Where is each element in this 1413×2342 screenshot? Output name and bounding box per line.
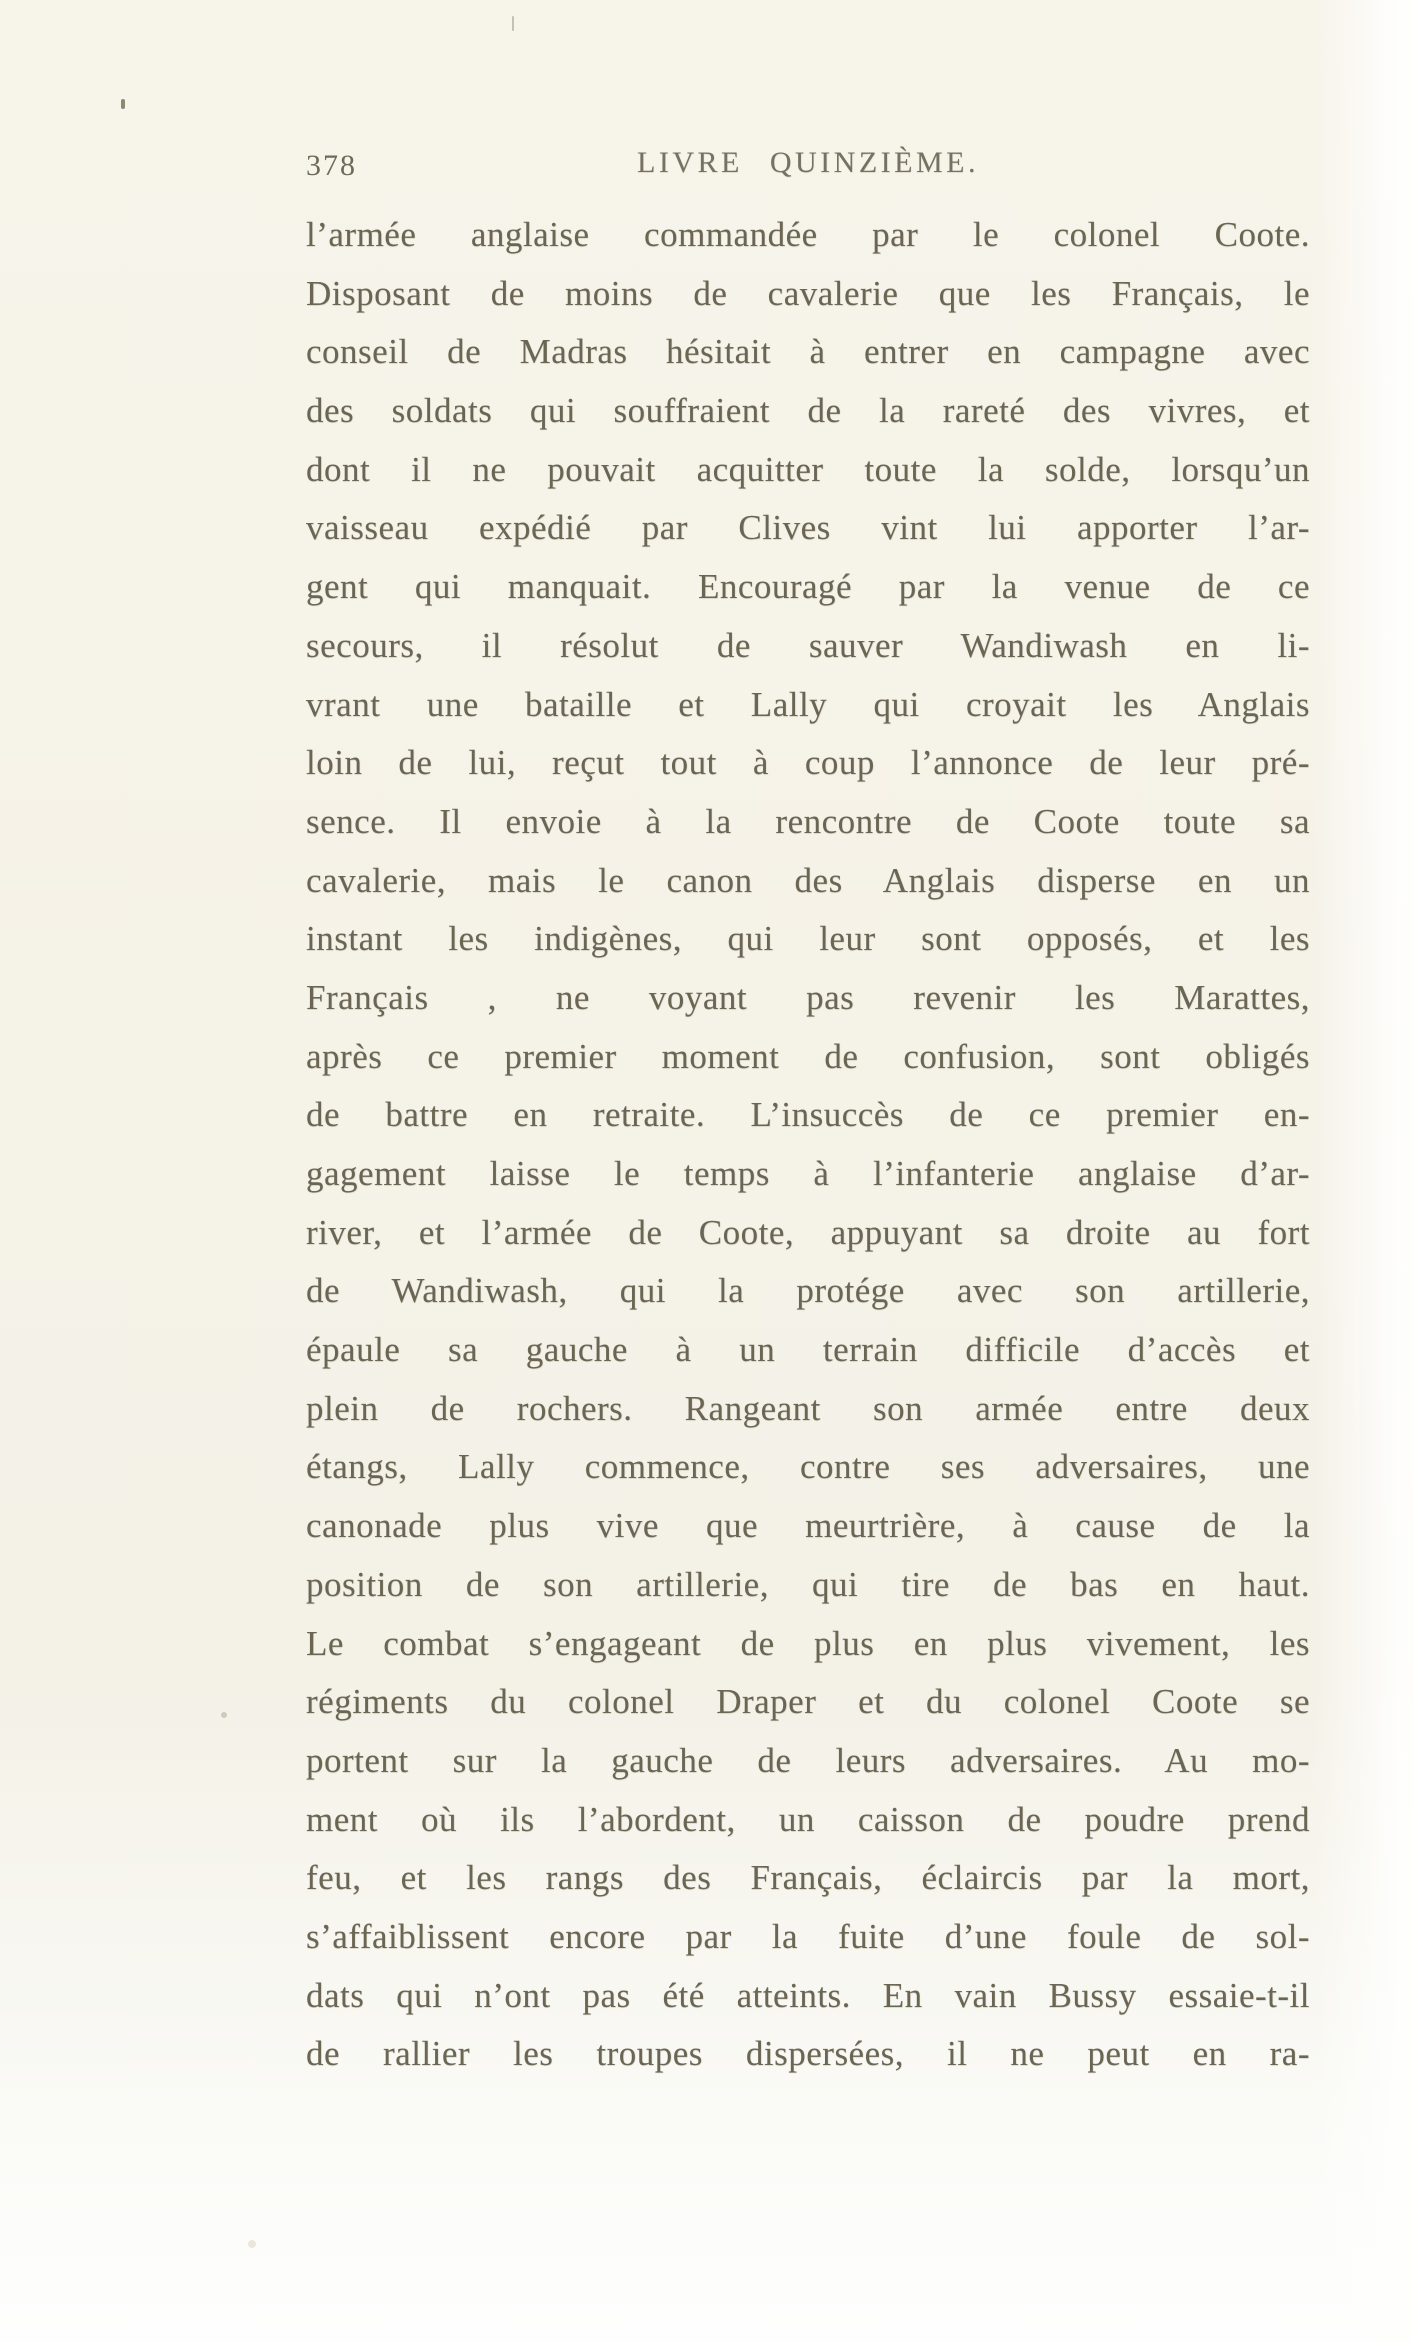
scan-speck (221, 1712, 227, 1718)
text-line: Français , ne voyant pas revenir les Marattes, (306, 977, 1310, 1017)
scan-speck (121, 99, 125, 109)
text-line: vrant une bataille et Lally qui croyait les Anglais (306, 684, 1310, 724)
text-line: gent qui manquait. Encouragé par la venue de ce (306, 567, 1310, 607)
text-line: sence. Il envoie à la rencontre de Coote toute sa (306, 801, 1310, 841)
text-line: secours, il résolut de sauver Wandiwash en li- (306, 625, 1310, 665)
text-line: instant les indigènes, qui leur sont opposés, et les (306, 919, 1310, 959)
text-line: cavalerie, mais le canon des Anglais disperse en un (306, 860, 1310, 900)
text-line: dont il ne pouvait acquitter toute la solde, lorsqu’un (306, 449, 1310, 489)
text-line: des soldats qui souffraient de la rareté des vivres, et (306, 391, 1310, 431)
text-line: de battre en retraite. L’insuccès de ce premier en- (306, 1095, 1310, 1135)
text-line: de rallier les troupes dispersées, il ne peut en ra- (306, 2034, 1310, 2074)
text-line: régiments du colonel Draper et du colonel Coote se (306, 1682, 1310, 1722)
text-line: river, et l’armée de Coote, appuyant sa droite au fort (306, 1212, 1310, 1252)
running-title: LIVRE QUINZIÈME. (637, 146, 979, 179)
text-line: après ce premier moment de confusion, sont obligés (306, 1036, 1310, 1076)
text-line: dats qui n’ont pas été atteints. En vain Bussy essaie-t-il (306, 1975, 1310, 2015)
text-line: s’affaiblissent encore par la fuite d’une foule de sol- (306, 1916, 1310, 1956)
text-line: gagement laisse le temps à l’infanterie anglaise d’ar- (306, 1154, 1310, 1193)
text-line: plein de rochers. Rangeant son armée entre deux (306, 1388, 1310, 1428)
scan-speck (248, 2240, 256, 2248)
text-line: vaisseau expédié par Clives vint lui apporter l’ar- (306, 508, 1310, 548)
text-line: l’armée anglaise commandée par le colonel Coote. (306, 215, 1310, 254)
text-line: étangs, Lally commence, contre ses adversaires, une (306, 1447, 1310, 1487)
scan-speck (512, 16, 514, 31)
text-line: Le combat s’engageant de plus en plus vivement, les (306, 1623, 1310, 1663)
page-number: 378 (306, 149, 357, 182)
text-line: canonade plus vive que meurtrière, à cause de la (306, 1506, 1310, 1546)
text-line: de Wandiwash, qui la protége avec son artillerie, (306, 1271, 1310, 1311)
page-header (306, 146, 1310, 186)
text-line: position de son artillerie, qui tire de bas en haut. (306, 1564, 1310, 1604)
text-line: loin de lui, reçut tout à coup l’annonce de leur pré- (306, 743, 1310, 783)
text-line: ment où ils l’abordent, un caisson de poudre prend (306, 1799, 1310, 1839)
text-line: Disposant de moins de cavalerie que les Français, le (306, 273, 1310, 313)
text-line: conseil de Madras hésitait à entrer en campagne avec (306, 332, 1310, 372)
body-text-block (306, 206, 1310, 2084)
text-line: feu, et les rangs des Français, éclaircis par la mort, (306, 1858, 1310, 1898)
text-line: épaule sa gauche à un terrain difficile d’accès et (306, 1330, 1310, 1370)
text-line: portent sur la gauche de leurs adversaires. Au mo- (306, 1740, 1310, 1780)
